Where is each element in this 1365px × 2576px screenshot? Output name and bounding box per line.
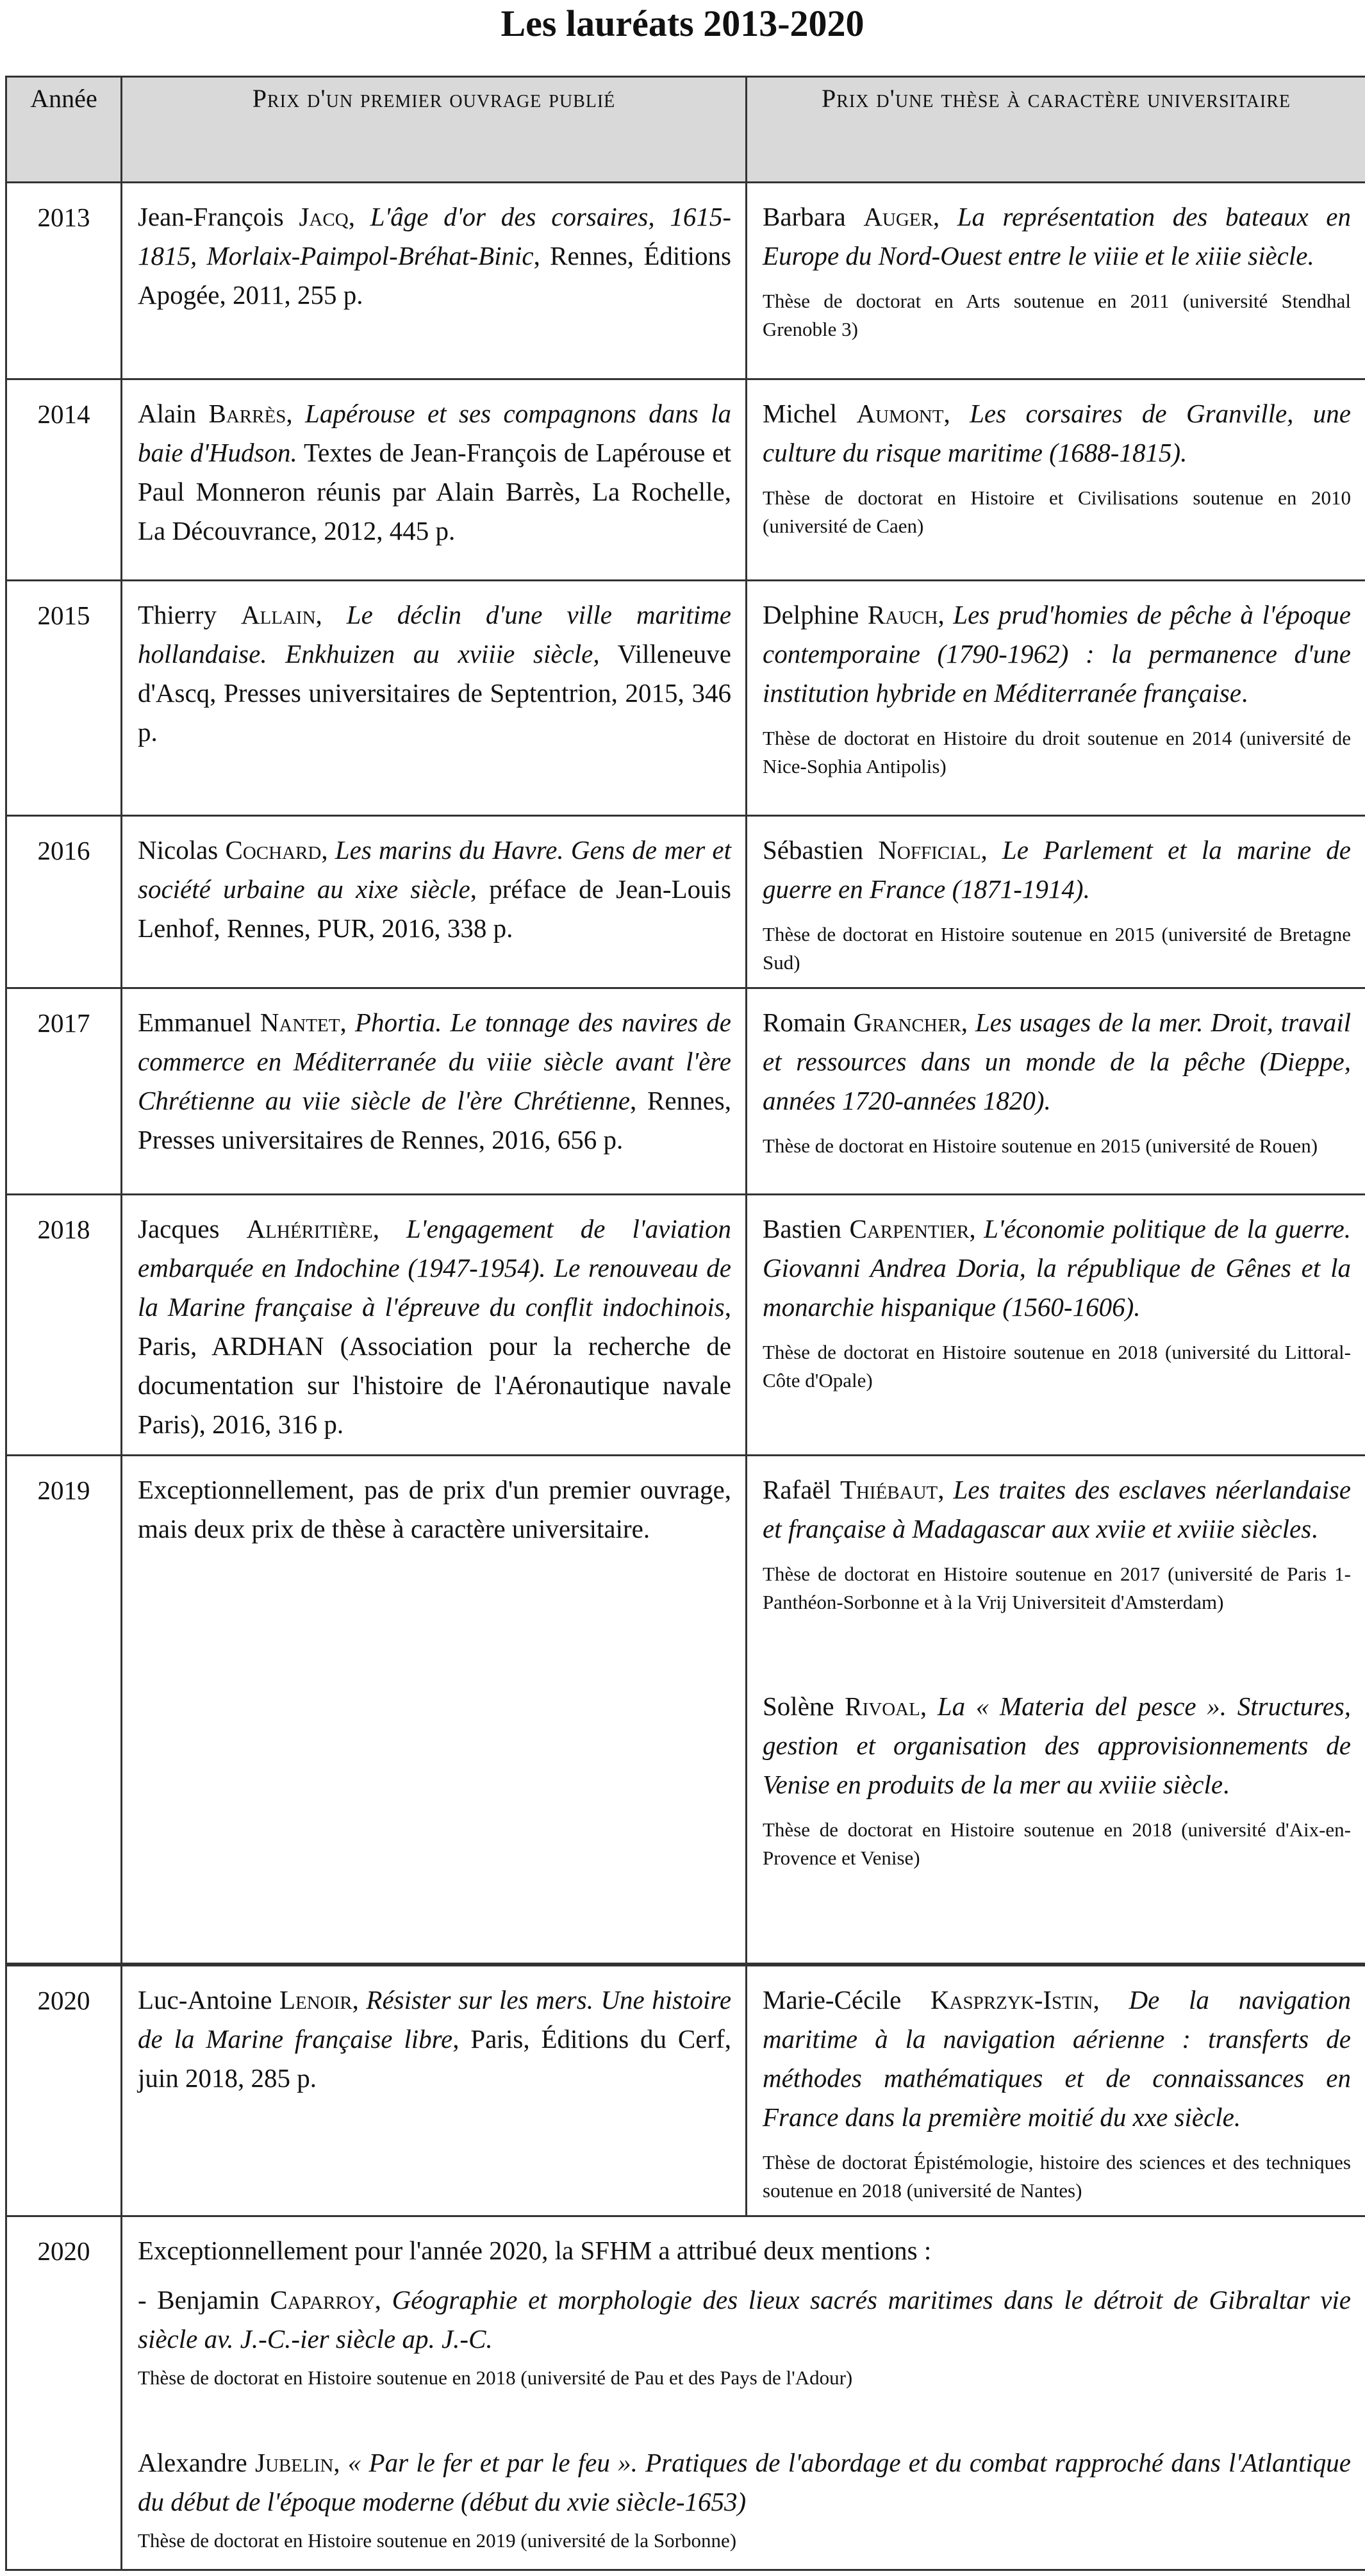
separator: . [1241,678,1248,708]
author-name: Alexandre [138,2447,255,2477]
thesis-title: « Par le fer et par le feu ». Pratiques de l'abordage et du combat rapproché dans l'Atlantique du début de l'époque moderne (début du xvie siècle-1653) [138,2447,1351,2516]
separator: , [1093,1984,1129,2015]
thesis-title: Les usages de la mer. Droit, travail et ressources dans un monde de la pêche (Dieppe, années 1720-années 1820). [763,1008,1352,1115]
mention-entry [138,2281,1351,2359]
first-work-cell [122,1195,747,1456]
thesis-note: Thèse de doctorat en Histoire soutenue en 2018 (université du Littoral-Côte d'Opale) [763,1341,1351,1392]
author-surname: Thiébaut [840,1475,938,1504]
spacer [138,2392,1351,2443]
author-name: Nicolas [138,835,226,865]
thesis-cell [747,1456,1365,1965]
author-name: Jean-François [138,202,299,231]
thesis-title: La représentation des bateaux en Europe du Nord-Ouest entre le viiie et le xiiie siècle. [763,202,1351,270]
header-first-work-label: Prix d'un premier ouvrage publié [252,84,616,113]
separator: , [938,1475,954,1504]
separator: , [980,835,1002,865]
author-surname: Carpentier [849,1214,970,1243]
thesis-cell [747,816,1365,988]
separator: . [1311,1514,1318,1543]
separator: , [348,202,370,231]
work-details: , Rennes, Presses universitaires de Rennes, 2016, 656 p. [138,1086,731,1154]
author-surname: Rauch [867,600,938,629]
separator: , [286,399,306,428]
year-cell: 2014 [6,379,122,581]
table-header-row [6,77,1365,183]
thesis-note: Thèse de doctorat en Histoire soutenue en 2018 (université de Pau et des Pays de l'Adour) [138,2366,853,2389]
author-surname: Nantet [260,1008,340,1037]
thesis-title: Le Parlement et la marine de guerre en France (1871-1914). [763,835,1351,904]
page-title: Les lauréats 2013-2020 [500,3,864,44]
thesis-note: Thèse de doctorat en Histoire soutenue en 2019 (université de la Sorbonne) [138,2529,737,2552]
first-work-cell [122,1965,747,2216]
work-title: L'âge d'or des corsaires, 1615-1815, Morlaix-Paimpol-Bréhat-Binic [138,202,732,270]
author-surname: Kasprzyk-Istin [931,1984,1093,2015]
thesis-title: Les corsaires de Granville, une culture du risque maritime (1688-1815). [763,399,1351,467]
author-name: Marie-Cécile [763,1984,931,2015]
work-title: L'engagement de l'aviation embarquée en Indochine (1947-1954). Le renouveau de la Marine française à l'épreuve du conflit indochinois [138,1214,731,1322]
thesis-title: De la navigation maritime à la navigation aérienne : transferts de méthodes mathématiques et de connaissances en France dans la première moitié du xxe siècle. [763,1984,1351,2132]
table-row [6,1195,1365,1456]
author-name: Michel [763,399,857,428]
thesis-cell [747,581,1365,816]
work-details: Textes de Jean-François de Lapérouse et Paul Monneron réunis par Alain Barrès, La Rochelle, La Découvrance, 2012, 445 p. [138,438,731,545]
year-cell: 2020 [6,1965,122,2216]
work-details: , Paris, Éditions du Cerf, juin 2018, 285 p. [138,2023,732,2093]
author-surname: Allain [240,600,316,629]
author-surname: Grancher [853,1008,961,1037]
author-name: Bastien [763,1214,850,1243]
separator: , [938,600,954,629]
author-surname: Rivoal [845,1691,920,1721]
laureates-table [5,76,1365,2571]
first-work-cell: Exceptionnellement, pas de prix d'un premier ouvrage, mais deux prix de thèse à caractère universitaire. [122,1456,747,1965]
table-row [6,183,1365,379]
year-cell: 2013 [6,183,122,379]
year-cell: 2017 [6,988,122,1195]
separator: , [920,1691,938,1721]
table-row [6,581,1365,816]
separator: . [1223,1770,1230,1799]
author-surname: Jubelin [255,2447,334,2477]
author-surname: Nofficial [878,835,981,865]
author-name: Sébastien [763,835,879,865]
separator: , [340,1008,355,1037]
first-work-cell [122,816,747,988]
thesis-note: Thèse de doctorat en Histoire soutenue en 2017 (université de Paris 1-Panthéon-Sorbonne et à la Vrij Universiteit d'Amsterdam) [763,1563,1351,1613]
thesis-title: Les traites des esclaves néerlandaise et française à Madagascar aux xviie et xviiie siècles [763,1475,1352,1543]
separator: , [321,835,335,865]
first-work-cell [122,379,747,581]
thesis-title: L'économie politique de la guerre. Giovanni Andrea Doria, la république de Gênes et la monarchie hispanique (1560-1606). [763,1214,1352,1322]
mentions-intro: Exceptionnellement pour l'année 2020, la SFHM a attribué deux mentions : [138,2235,932,2265]
author-name: Alain [138,399,209,428]
work-title: Résister sur les mers. Une histoire de la Marine française libre [138,1984,732,2054]
work-details: , préface de Jean-Louis Lenhof, Rennes, PUR, 2016, 338 p. [138,874,731,943]
mentions-row [6,2216,1365,2570]
author-name: Delphine [763,600,868,629]
author-surname: Caparroy [270,2284,375,2314]
author-name: Barbara [763,202,864,231]
author-surname: Jacq [299,202,349,231]
author-name: Romain [763,1008,854,1037]
work-details: Villeneuve d'Ascq, Presses universitaires de Septentrion, 2015, 346 p. [138,639,731,747]
author-name: Luc-Antoine [138,1984,279,2015]
separator: , [372,1214,406,1243]
thesis-cell [747,183,1365,379]
thesis-title: Les prud'homies de pêche à l'époque contemporaine (1790-1962) : la permanence d'une institution hybride en Méditerranée française [763,600,1352,708]
author-surname: Cochard [225,835,322,865]
thesis-cell [747,1965,1365,2216]
table-row [6,1456,1365,1965]
first-work-cell [122,581,747,816]
spacer [763,1616,1351,1687]
header-first-work [122,77,747,183]
year-cell: 2019 [6,1456,122,1965]
author-surname: Barrès [208,399,286,428]
separator: , [969,1214,984,1243]
author-name: Jacques [138,1214,247,1243]
author-surname: Alhéritière [246,1214,373,1243]
header-thesis-label: Prix d'une thèse à caractère universitaire [821,84,1291,113]
separator: , [961,1008,975,1037]
year-cell: 2018 [6,1195,122,1456]
thesis-note: Thèse de doctorat en Histoire soutenue en 2015 (université de Rouen) [763,1134,1318,1157]
year-cell: 2016 [6,816,122,988]
thesis-title: Géographie et morphologie des lieux sacrés maritimes dans le détroit de Gibraltar vie siècle av. J.-C.-ier siècle ap. J.-C. [138,2284,1351,2354]
mentions-cell [122,2216,1365,2570]
work-details: , Paris, ARDHAN (Association pour la recherche de documentation sur l'histoire de l'Aéronautique navale Paris), 2016, 316 p. [138,1292,731,1439]
work-title: Lapérouse et ses compagnons dans la baie d'Hudson. [138,399,731,467]
work-title: Phortia. Le tonnage des navires de commerce en Méditerranée du viiie siècle avant l'ère Chrétienne au viie siècle de l'ère Chrétienne [138,1008,732,1115]
thesis-note: Thèse de doctorat Épistémologie, histoire des sciences et des techniques soutenue en 2018 (université de Nantes) [763,2150,1351,2202]
author-surname: Aumont [856,399,944,428]
work-details: , Rennes, Éditions Apogée, 2011, 255 p. [138,241,731,310]
author-name: Thierry [138,600,241,629]
author-name: - Benjamin [138,2284,270,2314]
table-row [6,379,1365,581]
thesis-note: Thèse de doctorat en Histoire soutenue en 2018 (université d'Aix-en-Provence et Venise) [763,1818,1351,1869]
separator: , [352,1984,367,2015]
author-name: Solène [763,1691,845,1721]
table-row [6,988,1365,1195]
thesis-cell [747,988,1365,1195]
table-row [6,1965,1365,2216]
mention-entry [138,2443,1351,2522]
author-surname: Auger [863,202,933,231]
thesis-note: Thèse de doctorat en Histoire du droit soutenue en 2014 (université de Nice-Sophia Antipolis) [763,727,1351,777]
separator: , [315,600,347,629]
author-surname: Lenoir [279,1984,352,2015]
header-year: Année [6,77,122,183]
thesis-note: Thèse de doctorat en Arts soutenue en 2011 (université Stendhal Grenoble 3) [763,290,1351,340]
header-thesis [747,77,1365,183]
table-row [6,816,1365,988]
thesis-note: Thèse de doctorat en Histoire soutenue en 2015 (université de Bretagne Sud) [763,923,1351,974]
first-work-cell [122,988,747,1195]
work-title: Les marins du Havre. Gens de mer et société urbaine au xixe siècle [138,835,731,904]
thesis-cell [747,1195,1365,1456]
first-work-cell [122,183,747,379]
separator: , [374,2284,392,2314]
year-cell: 2020 [6,2216,122,2570]
separator: , [333,2447,348,2477]
thesis-title: La « Materia del pesce ». Structures, gestion et organisation des approvisionnements de Venise en produits de la mer au xviiie siècle [763,1691,1352,1799]
author-name: Emmanuel [138,1008,260,1037]
work-title: Le déclin d'une ville maritime hollandaise. Enkhuizen au xviiie siècle, [138,600,731,669]
separator: , [932,202,957,231]
author-name: Rafaël [763,1475,840,1504]
separator: , [943,399,970,428]
year-cell: 2015 [6,581,122,816]
thesis-cell [747,379,1365,581]
thesis-note: Thèse de doctorat en Histoire et Civilisations soutenue en 2010 (université de Caen) [763,486,1351,537]
